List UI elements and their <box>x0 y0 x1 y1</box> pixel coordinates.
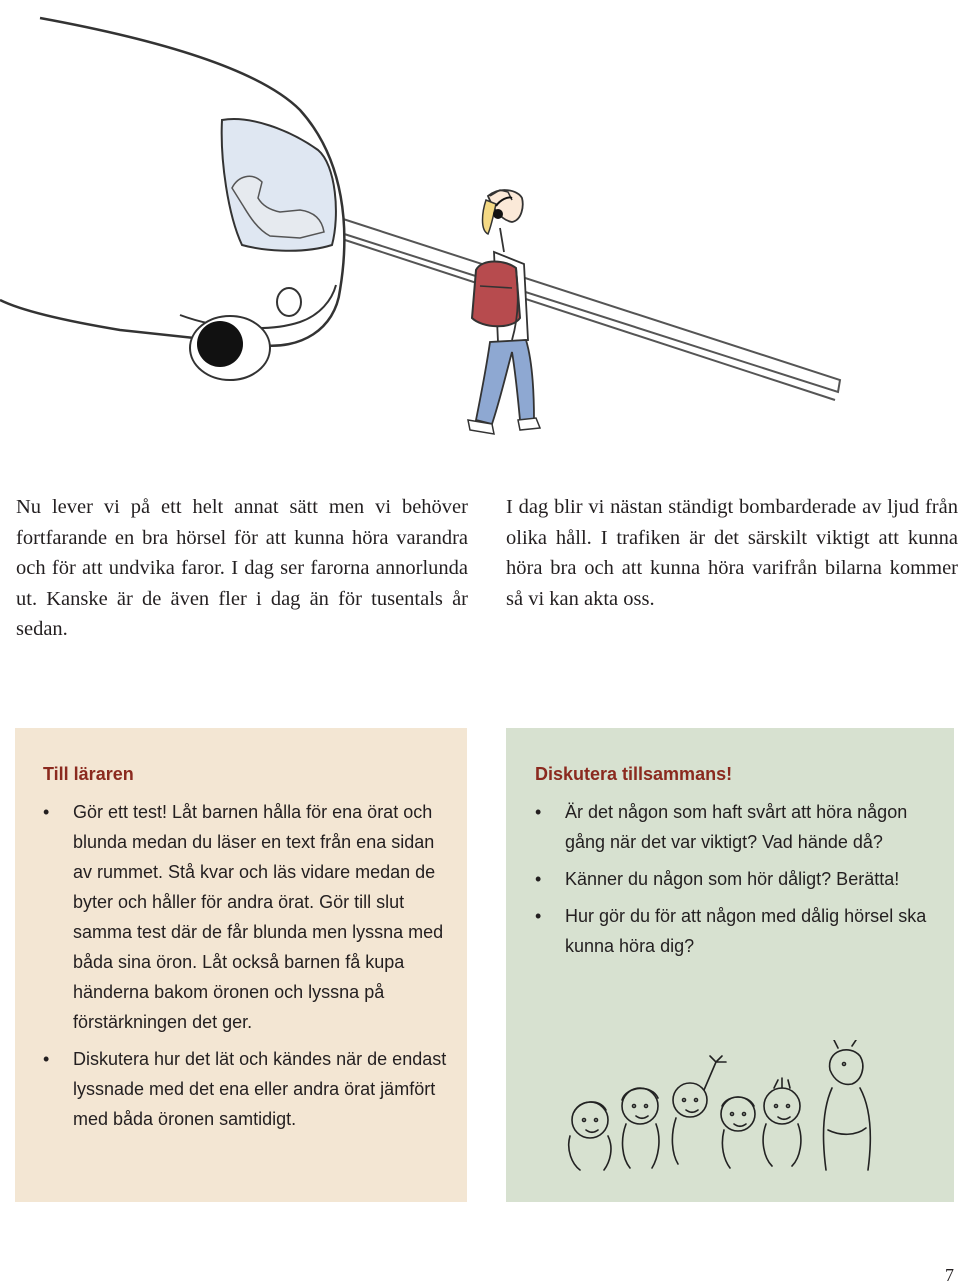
bullet-icon: • <box>535 869 542 889</box>
bullet-icon: • <box>535 802 542 822</box>
list-item <box>43 1044 447 1134</box>
children-sketch-illustration <box>560 1040 900 1180</box>
list-item <box>535 797 934 857</box>
bullet-icon: • <box>535 906 542 926</box>
teacher-box-list <box>43 797 447 1134</box>
bullet-icon: • <box>43 1049 50 1069</box>
teacher-box <box>15 728 467 1202</box>
intro-paragraph-right: I dag blir vi nästan ständigt bombarderade av ljud från olika håll. I trafiken är det särskilt viktigt att kunna höra bra och att kunna höra varifrån bilarna kommer så vi kan akta oss. <box>506 496 958 610</box>
car-pedestrian-illustration <box>0 0 960 460</box>
list-item <box>535 901 934 961</box>
list-item-text: Hur gör du för att någon med dålig hörsel ska kunna höra dig? <box>565 906 927 956</box>
list-item-text: Känner du någon som hör dåligt? Berätta! <box>565 869 900 889</box>
list-item <box>43 797 447 1037</box>
intro-paragraph-left: Nu lever vi på ett helt annat sätt men vi behöver fortfarande en bra hörsel för att kunna höra varandra och för att undvika faror. I dag ser farorna annorlunda ut. Kanske är de även fler i dag än för tusentals år sedan. <box>16 496 468 640</box>
discuss-box-list <box>535 797 934 961</box>
discuss-box-title: Diskutera tillsammans! <box>535 764 733 784</box>
page-number: 7 <box>945 1265 954 1285</box>
list-item-text: Diskutera hur det lät och kändes när de endast lyssnade med det ena eller andra örat jämfört med båda öronen samtidigt. <box>73 1049 447 1129</box>
teacher-box-title: Till läraren <box>43 764 134 784</box>
bullet-icon: • <box>43 802 50 822</box>
list-item <box>535 864 934 894</box>
list-item-text: Är det någon som haft svårt att höra någon gång när det var viktigt? Vad hände då? <box>565 802 908 852</box>
list-item-text: Gör ett test! Låt barnen hålla för ena örat och blunda medan du läser en text från ena sidan av rummet. Stå kvar och läs vidare medan de byter och håller för andra örat. Gör till slut samma test där de får blunda men lyssna med båda sina öron. Låt också barnen få kupa händerna bakom öronen och lyssna på förstärkningen det ger. <box>73 802 444 1032</box>
